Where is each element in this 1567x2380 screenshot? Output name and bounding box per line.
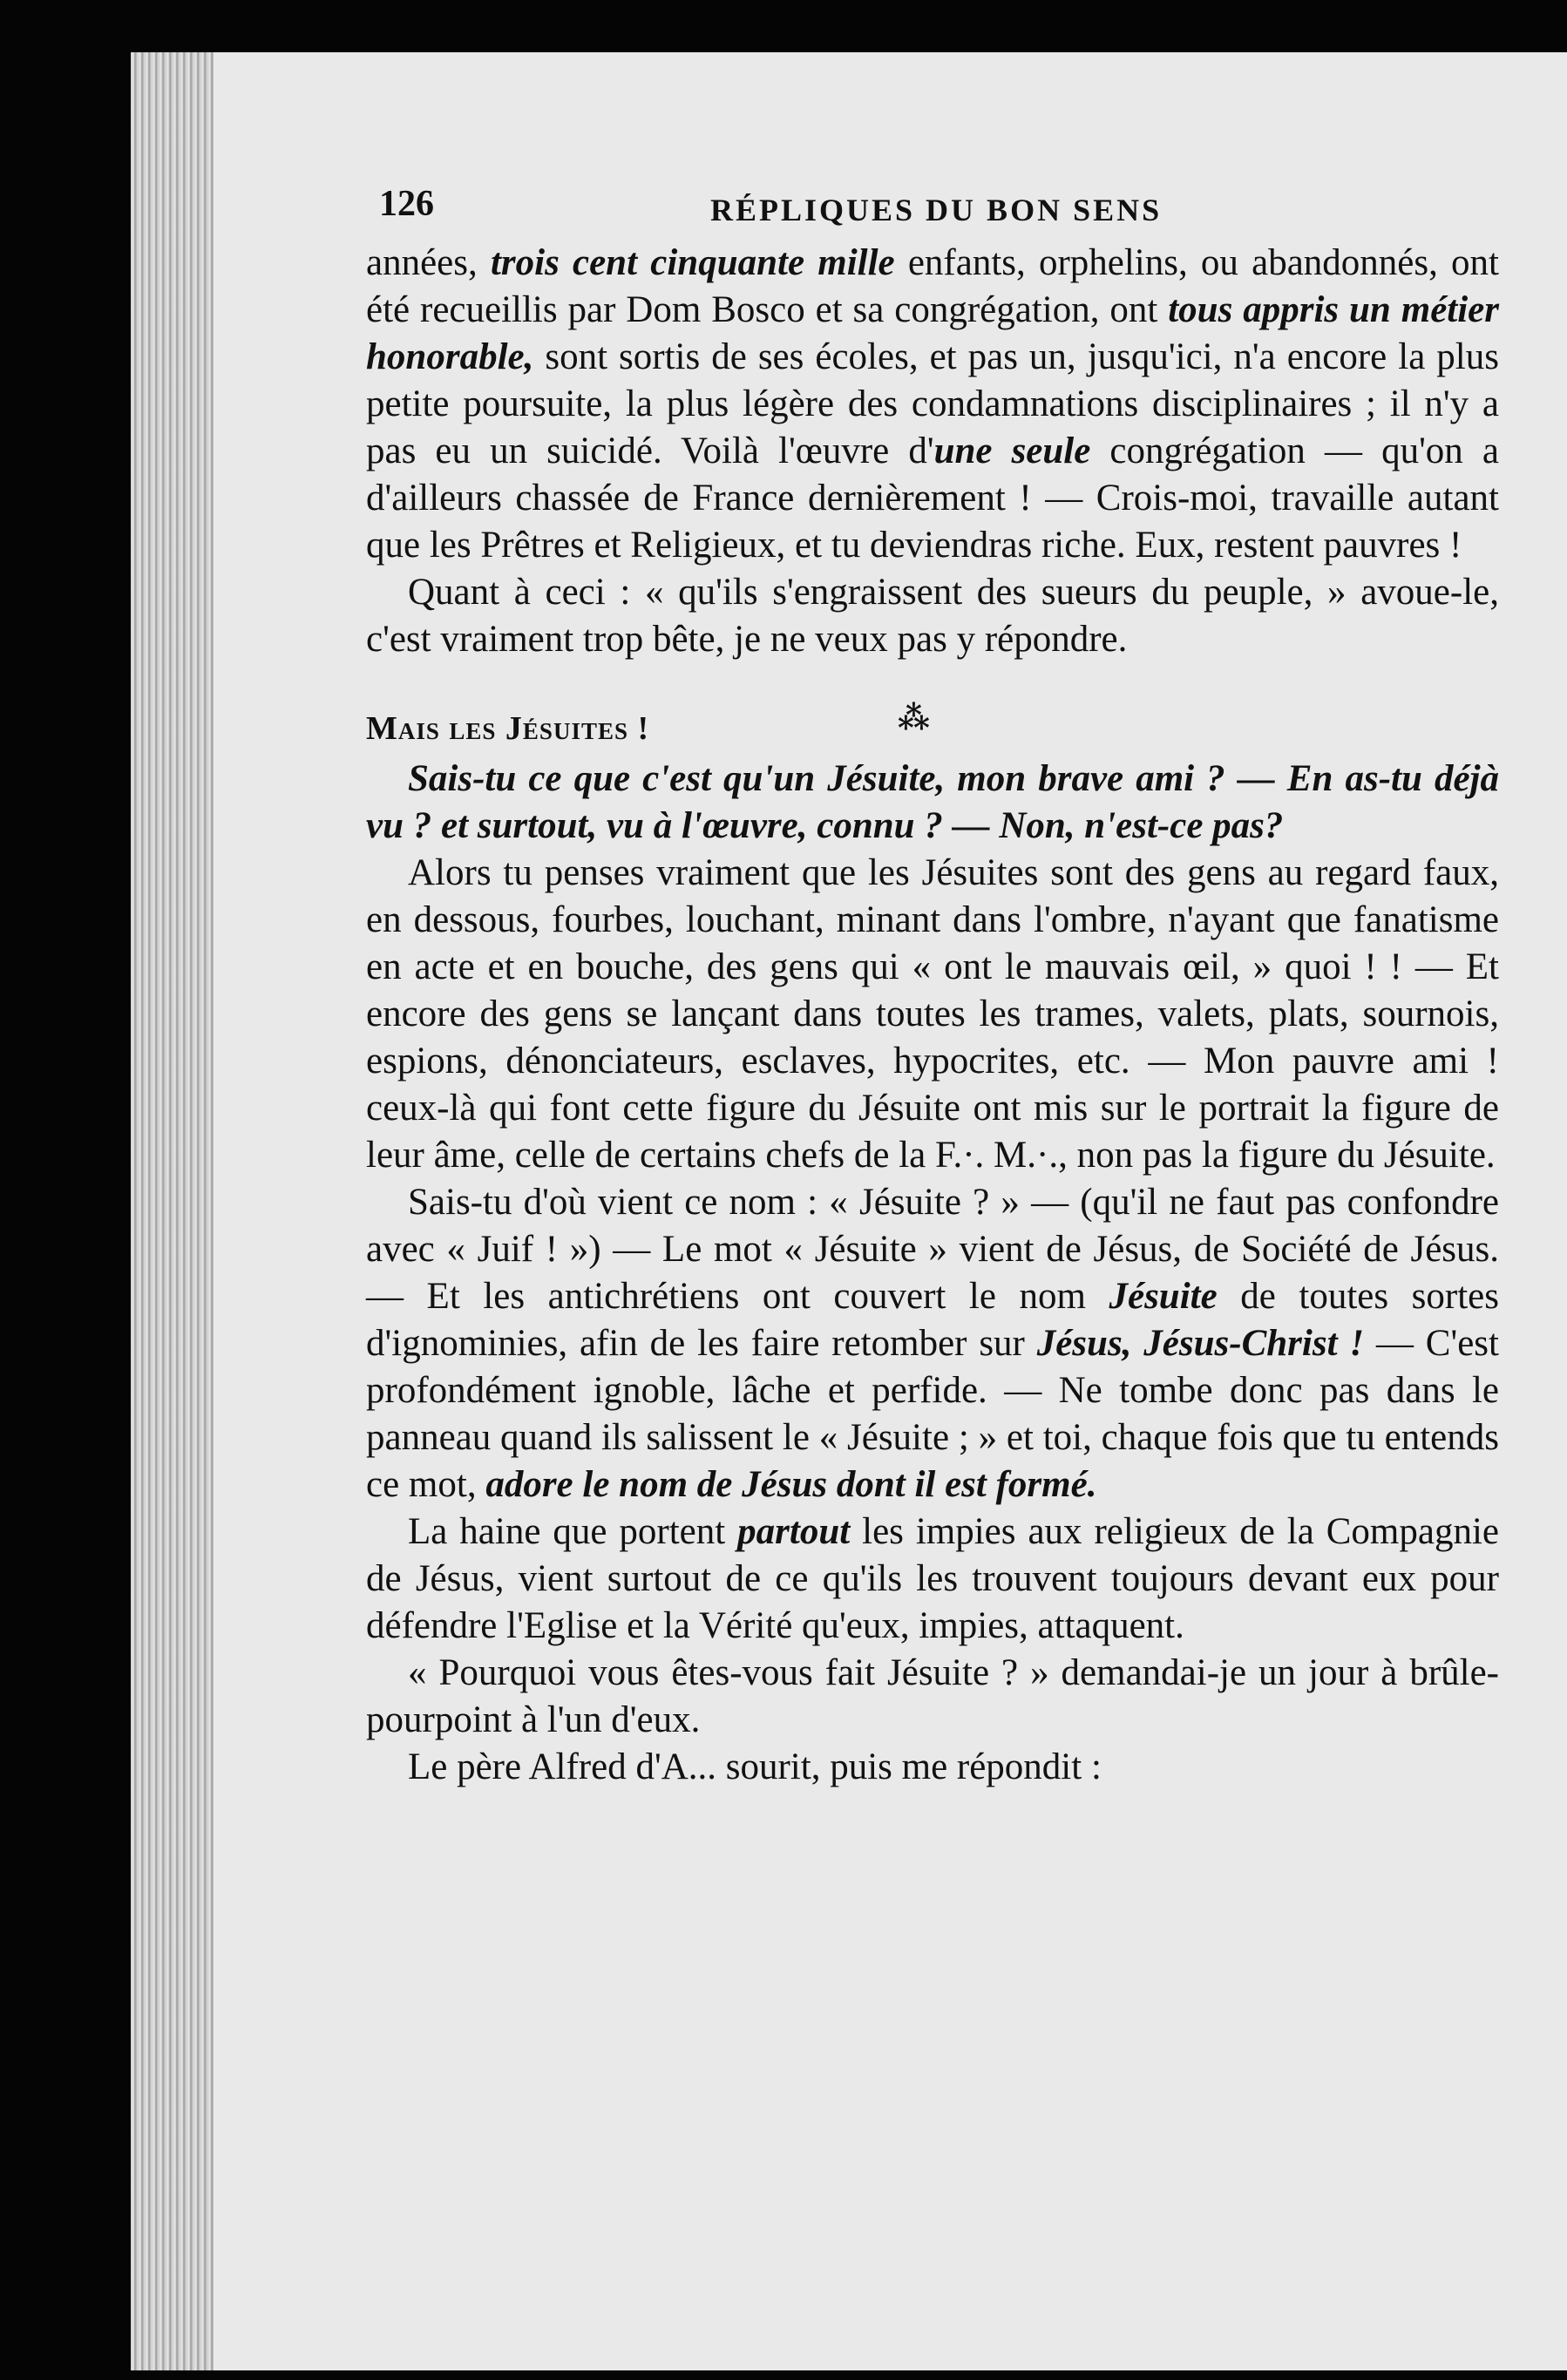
paragraph-2: Quant à ceci : « qu'ils s'engraissent des sueurs du peuple, » avoue-le, c'est vraiment trop bête, je ne veux pas y répondre. — [366, 572, 1499, 660]
section-gap — [366, 663, 1499, 691]
paragraph-6-emphasis-1: partout — [737, 1511, 851, 1552]
paragraph-5-emphasis-2: Jésus, Jésus-Christ ! — [1036, 1323, 1365, 1364]
page-number: 126 — [379, 184, 434, 224]
paragraph-7: « Pourquoi vous êtes-vous fait Jésuite ? » demandai-je un jour à brûle-pourpoint à l'un d'eux. — [366, 1652, 1499, 1740]
asterism-ornament: ⁂ — [898, 701, 930, 736]
paragraph-5-text-3: — C'est profondément ignoble, lâche et perfide. — Ne tombe donc pas dans le panneau quand ils salissent le « Jésuite ; » et toi, chaque fois que tu entends ce mot, — [366, 1323, 1499, 1505]
paragraph-5-emphasis-1: Jésuite — [1109, 1276, 1218, 1317]
paragraph-8: Le père Alfred d'A... sourit, puis me répondit : — [408, 1746, 1102, 1787]
section-heading: Mais les Jésuites ! — [366, 710, 650, 747]
paragraph-6-text-1: La haine que portent — [408, 1511, 738, 1552]
paragraph-5-text-1: Sais-tu d'où vient ce nom : « Jésuite ? » — (qu'il ne faut pas confondre avec « Juif ! ») — Le mot « Jésuite » vient de Jésus, de Société de Jésus. — Et les antichrétiens ont couvert le nom — [366, 1182, 1499, 1317]
paragraph-1-text-1: années, — [366, 242, 491, 283]
paragraph-1 — [366, 240, 1499, 569]
paragraph-5 — [366, 1179, 1499, 1509]
paragraph-1-text-2: enfants, orphelins, ou abandonnés, ont été recueillis par Dom Bosco et sa congrégation, ont — [366, 242, 1500, 330]
text-block — [366, 240, 1499, 1791]
section-row — [366, 695, 1499, 756]
paragraph-6 — [366, 1509, 1499, 1650]
paragraph-1-text-3: sont sortis de ses écoles, et pas un, jusqu'ici, n'a encore la plus petite poursuite, la plus légère des condamnations disciplinaires ; il n'y a pas eu un suicidé. Voilà l'œuvre d' — [366, 336, 1499, 471]
paragraph-5-text-2: de toutes sortes d'ignominies, afin de les faire retomber sur — [366, 1276, 1499, 1364]
paragraph-1-emphasis-2: tous appris un métier honorable, — [366, 289, 1499, 377]
running-head — [379, 183, 1381, 244]
book-page — [214, 52, 1567, 2370]
page-header: RÉPLIQUES DU BON SENS — [710, 193, 1163, 227]
paragraph-6-text-2: les impies aux religieux de la Compagnie de Jésus, vient surtout de ce qu'ils les trouvent toujours devant eux pour défendre l'Eglise et la Vérité qu'eux, impies, attaquent. — [366, 1511, 1499, 1646]
paragraph-3-italic-intro: Sais-tu ce que c'est qu'un Jésuite, mon brave ami ? — En as-tu déjà vu ? et surtout, vu à l'œuvre, connu ? — Non, n'est-ce pas? — [366, 758, 1499, 846]
paragraph-4: Alors tu penses vraiment que les Jésuites sont des gens au regard faux, en dessous, fourbes, louchant, minant dans l'ombre, n'ayant que fanatisme en acte et en bouche, des gens qui « ont le mauvais œil, » quoi ! ! — Et encore des gens se lançant dans toutes les trames, valets, plats, sournois, espions, dénonciateurs, esclaves, hypocrites, etc. — Mon pauvre ami ! ceux-là qui font cette figure du Jésuite ont mis sur le portrait la figure de leur âme, celle de certains chefs de la F.·. M.·., non pas la figure du Jésuite. — [366, 852, 1499, 1176]
paragraph-1-text-4: congrégation — qu'on a d'ailleurs chassée de France dernièrement ! — Crois-moi, travaille autant que les Prêtres et Religieux, et tu deviendras riche. Eux, restent pauvres ! — [366, 431, 1499, 566]
paragraph-1-emphasis-1: trois cent cinquante mille — [490, 242, 895, 283]
paragraph-5-emphasis-3: adore le nom de Jésus dont il est formé. — [485, 1464, 1097, 1505]
paragraph-1-emphasis-3: une seule — [933, 431, 1091, 471]
